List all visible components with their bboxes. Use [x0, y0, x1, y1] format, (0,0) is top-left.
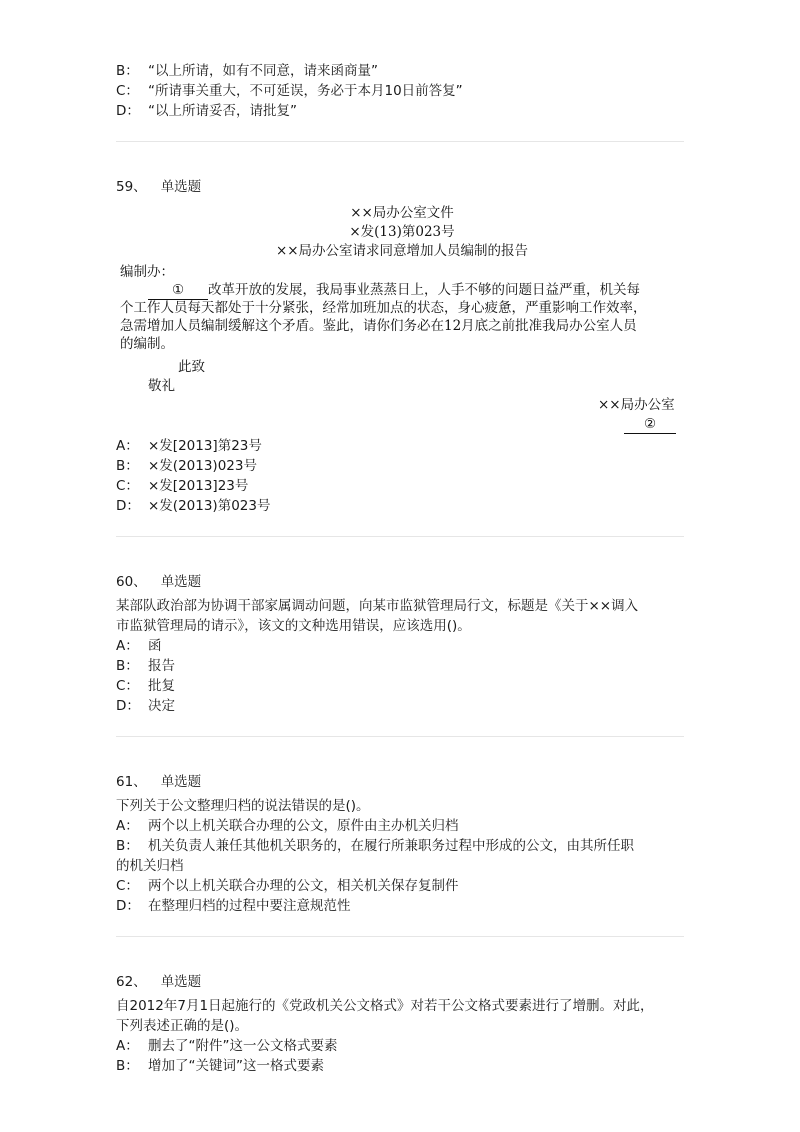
divider	[116, 536, 684, 537]
q60-stem-line1: 某部队政治部为协调干部家属调动问题，向某市监狱管理局行文，标题是《关于××调入	[116, 598, 639, 614]
q62-header: 62、 单选题	[116, 974, 202, 990]
doc-body-line4: 的编制。	[120, 336, 174, 352]
q60-stem-line2: 市监狱管理局的请示》，该文的文种选用错误，应该选用()。	[116, 618, 471, 634]
doc-salutation: 编制办：	[120, 264, 174, 280]
q61-option-b[interactable]: B： 机关负责人兼任其他机关职务的，在履行所兼职务过程中形成的公文，由其所任职	[116, 838, 634, 854]
q59-option-c[interactable]: C： ×发[2013]23号	[116, 478, 249, 494]
q62-stem-line2: 下列表述正确的是()。	[116, 1018, 249, 1034]
doc-header-line2: ×发(13)第023号	[349, 224, 455, 240]
divider	[116, 736, 684, 737]
doc-body-line3: 急需增加人员编制缓解这个矛盾。鉴此，请你们务必在12月底之前批准我局办公室人员	[120, 318, 637, 334]
q59-document-image	[112, 200, 692, 438]
q58-option-b[interactable]: B： “以上所请，如有不同意，请来函商量”	[116, 63, 378, 79]
q59-header: 59、 单选题	[116, 179, 202, 195]
doc-body-line1: ① 改革开放的发展，我局事业蒸蒸日上，人手不够的问题日益严重，机关每	[148, 281, 640, 300]
q62-option-a[interactable]: A： 删去了“附件”这一公文格式要素	[116, 1038, 338, 1054]
blank-1: ①	[148, 281, 208, 300]
q60-option-c[interactable]: C： 批复	[116, 678, 175, 694]
q62-option-b[interactable]: B： 增加了“关键词”这一格式要素	[116, 1058, 324, 1074]
doc-header-line1: ××局办公室文件	[350, 205, 454, 221]
q62-stem-line1: 自2012年7月1日起施行的《党政机关公文格式》对若干公文格式要素进行了增删。对此，	[116, 998, 654, 1014]
q61-header: 61、 单选题	[116, 774, 202, 790]
doc-title: ××局办公室请求同意增加人员编制的报告	[275, 243, 529, 259]
q59-option-a[interactable]: A： ×发[2013]第23号	[116, 438, 262, 454]
q61-option-a[interactable]: A： 两个以上机关联合办理的公文，原件由主办机关归档	[116, 818, 459, 834]
doc-date-blank	[624, 415, 676, 434]
q59-option-d[interactable]: D： ×发(2013)第023号	[116, 498, 271, 514]
doc-closing-1: 此致	[178, 359, 205, 375]
doc-closing-2: 敬礼	[148, 378, 175, 394]
q60-header: 60、 单选题	[116, 574, 202, 590]
doc-body-line2: 个工作人员每天都处于十分紧张，经常加班加点的状态，身心疲惫，严重影响工作效率，	[120, 300, 647, 316]
q58-option-c[interactable]: C： “所请事关重大，不可延误，务必于本月10日前答复”	[116, 83, 463, 99]
q61-option-c[interactable]: C： 两个以上机关联合办理的公文，相关机关保存复制件	[116, 878, 459, 894]
q58-option-d[interactable]: D： “以上所请妥否，请批复”	[116, 103, 297, 119]
q61-option-d[interactable]: D： 在整理归档的过程中要注意规范性	[116, 898, 351, 914]
divider	[116, 936, 684, 937]
doc-signature: ××局办公室	[598, 397, 675, 413]
q59-option-b[interactable]: B： ×发(2013)023号	[116, 458, 257, 474]
q60-option-a[interactable]: A： 函	[116, 638, 162, 654]
divider	[116, 141, 684, 142]
blank-2: ②	[624, 415, 676, 434]
q61-stem: 下列关于公文整理归档的说法错误的是()。	[116, 798, 370, 814]
q60-option-b[interactable]: B： 报告	[116, 658, 175, 674]
q60-option-d[interactable]: D： 决定	[116, 698, 175, 714]
q61-option-b-cont: 的机关归档	[116, 858, 184, 874]
